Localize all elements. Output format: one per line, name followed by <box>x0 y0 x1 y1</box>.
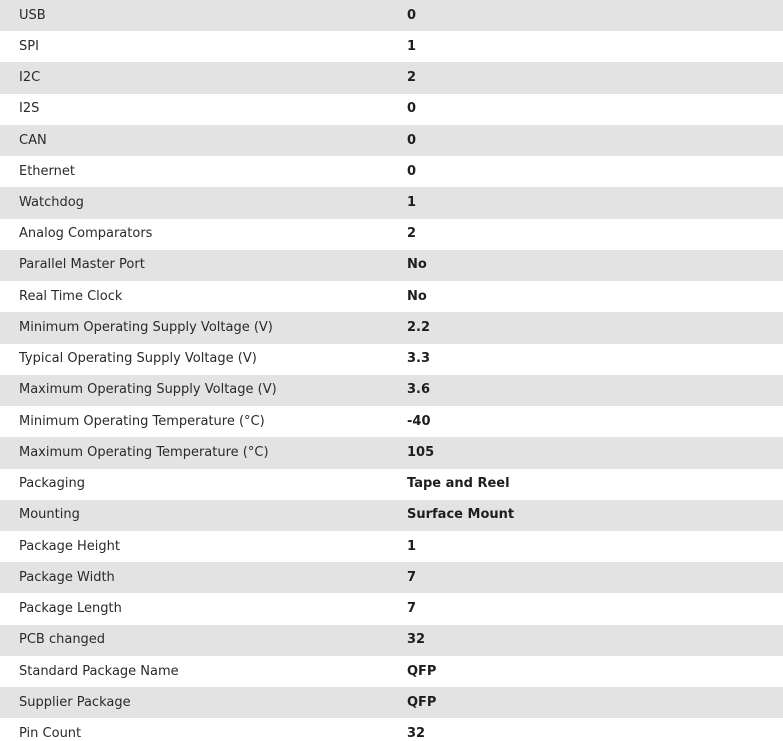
spec-value: -40 <box>407 413 431 429</box>
spec-label: Typical Operating Supply Voltage (V) <box>19 351 257 367</box>
table-row <box>0 312 783 343</box>
spec-value: 3.3 <box>407 351 431 367</box>
spec-label: Package Length <box>19 601 122 617</box>
table-row <box>0 437 783 468</box>
table-row <box>0 593 783 624</box>
spec-value: 0 <box>407 163 417 179</box>
spec-value: 32 <box>407 632 426 648</box>
spec-label: PCB changed <box>19 632 106 648</box>
spec-label: SPI <box>19 38 39 54</box>
table-row <box>0 500 783 531</box>
spec-label: Parallel Master Port <box>19 257 145 273</box>
spec-value: 2 <box>407 226 417 242</box>
table-row <box>0 656 783 687</box>
spec-label: Supplier Package <box>19 694 131 710</box>
table-row <box>0 531 783 562</box>
spec-value: 32 <box>407 726 426 741</box>
spec-value: 3.6 <box>407 382 431 398</box>
spec-label: I2S <box>19 101 40 117</box>
table-row <box>0 0 783 31</box>
table-row <box>0 125 783 156</box>
table-row <box>0 31 783 62</box>
spec-value: QFP <box>407 694 437 710</box>
spec-label: Minimum Operating Temperature (°C) <box>19 413 265 429</box>
table-row <box>0 562 783 593</box>
table-row <box>0 718 783 741</box>
spec-label: Real Time Clock <box>19 288 123 304</box>
spec-value: QFP <box>407 663 437 679</box>
table-row <box>0 625 783 656</box>
spec-label: CAN <box>19 132 47 148</box>
spec-value: 0 <box>407 132 417 148</box>
table-row <box>0 187 783 218</box>
spec-label: Maximum Operating Supply Voltage (V) <box>19 382 277 398</box>
table-row <box>0 687 783 718</box>
spec-label: Package Width <box>19 569 115 585</box>
table-row <box>0 406 783 437</box>
table-row <box>0 375 783 406</box>
table-row <box>0 156 783 187</box>
spec-label: I2C <box>19 70 41 86</box>
spec-label: Package Height <box>19 538 120 554</box>
table-row <box>0 94 783 125</box>
spec-value: No <box>407 288 427 304</box>
spec-value: Surface Mount <box>407 507 515 523</box>
spec-value: 1 <box>407 195 417 211</box>
table-row <box>0 62 783 93</box>
spec-value: 2.2 <box>407 319 431 335</box>
spec-label: Watchdog <box>19 195 84 211</box>
spec-label: Maximum Operating Temperature (°C) <box>19 444 269 460</box>
table-row <box>0 250 783 281</box>
spec-value: No <box>407 257 427 273</box>
spec-label: Packaging <box>19 476 85 492</box>
spec-label: Analog Comparators <box>19 226 153 242</box>
spec-value: 1 <box>407 38 417 54</box>
spec-label: Minimum Operating Supply Voltage (V) <box>19 319 273 335</box>
spec-label: USB <box>19 7 46 23</box>
spec-value: 105 <box>407 444 435 460</box>
table-row <box>0 469 783 500</box>
spec-label: Mounting <box>19 507 80 523</box>
spec-value: Tape and Reel <box>407 476 510 492</box>
spec-value: 7 <box>407 601 417 617</box>
spec-label: Pin Count <box>19 726 82 741</box>
table-row <box>0 281 783 312</box>
spec-value: 2 <box>407 70 417 86</box>
spec-label: Ethernet <box>19 163 75 179</box>
spec-value: 0 <box>407 7 417 23</box>
table-row <box>0 344 783 375</box>
spec-value: 7 <box>407 569 417 585</box>
spec-label: Standard Package Name <box>19 663 179 679</box>
spec-value: 0 <box>407 101 417 117</box>
spec-value: 1 <box>407 538 417 554</box>
table-row <box>0 219 783 250</box>
